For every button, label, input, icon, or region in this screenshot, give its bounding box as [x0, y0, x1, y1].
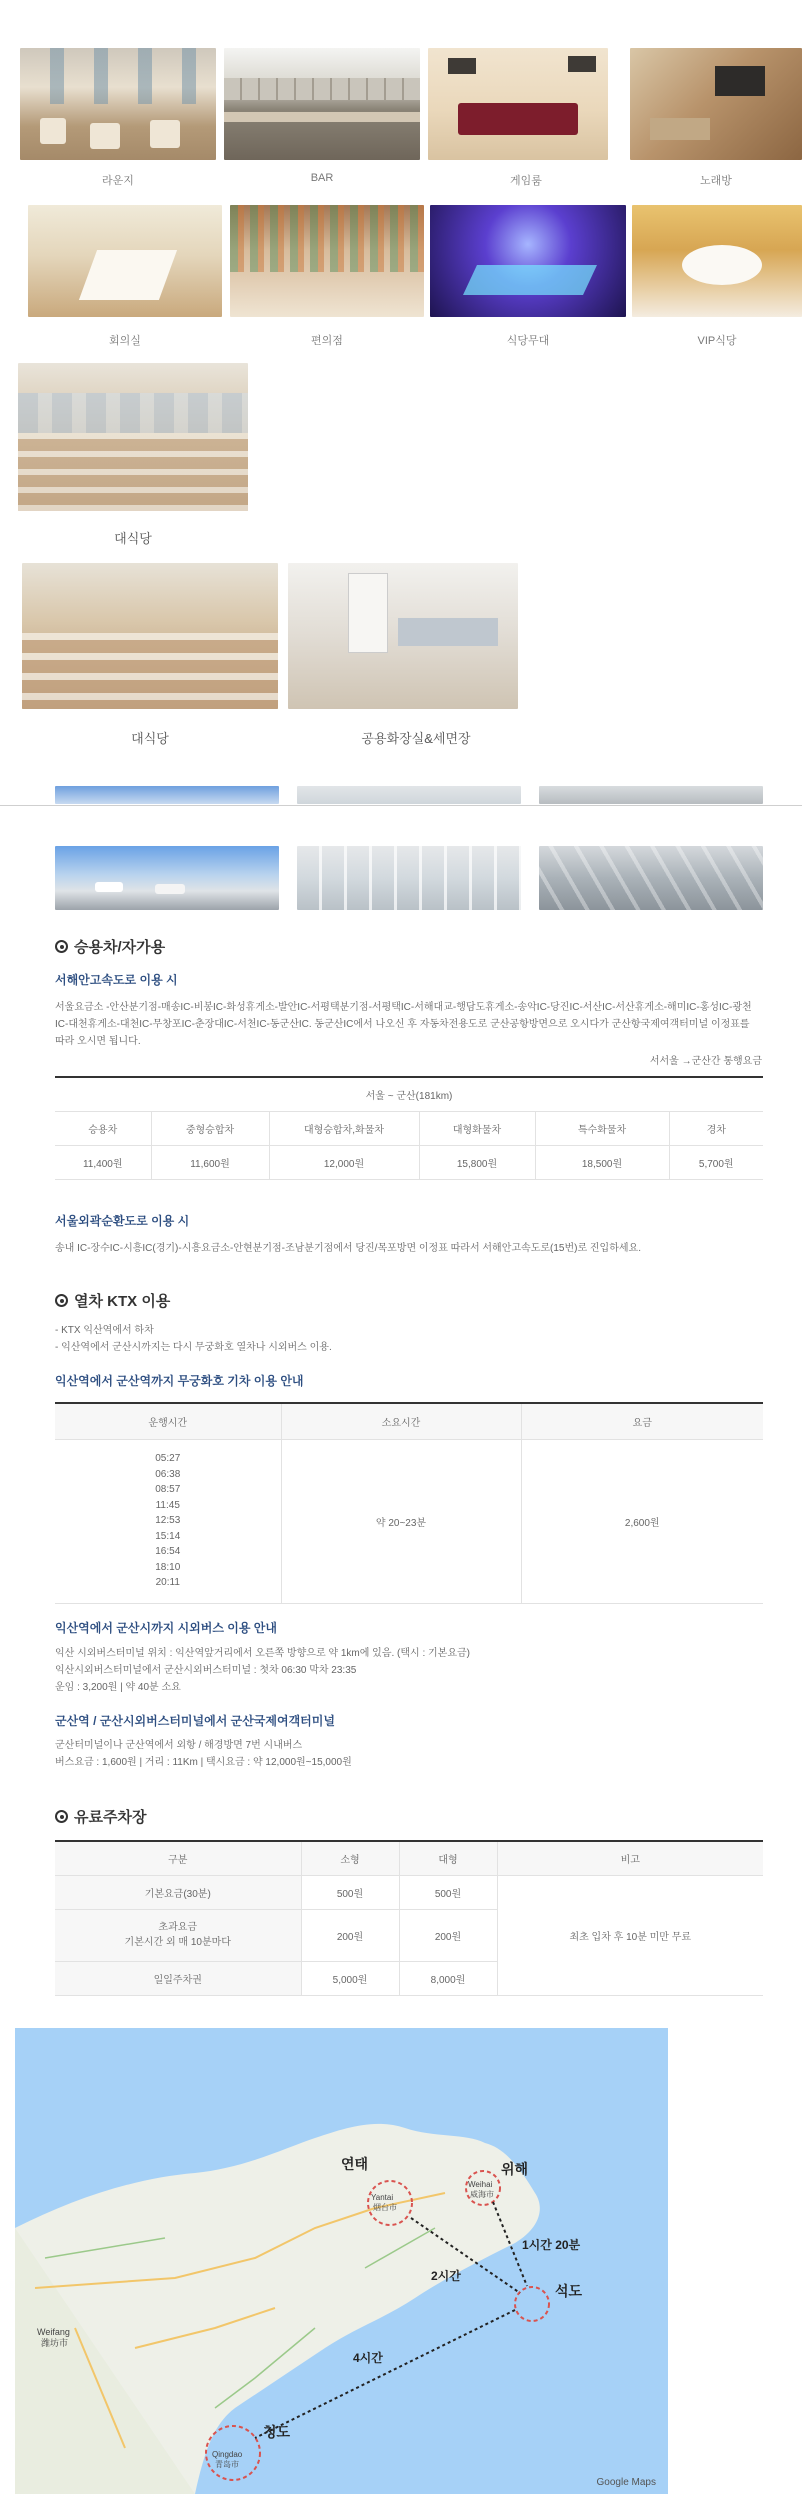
car-section-title: 승용차/자가용: [55, 936, 165, 957]
toll-header-midsize-van: 중형승합차: [151, 1111, 269, 1145]
map-time-qingdao-shidao: 4시간: [353, 2351, 383, 2365]
parking-row-daily-label: 일일주차권: [55, 1961, 301, 1995]
map-yantai-cn: 烟台市: [373, 2203, 397, 2212]
circle-bullet-icon: [55, 940, 68, 953]
parking-row-daily-large: 8,000원: [399, 1961, 497, 1995]
parking-row-extra-large: 200원: [399, 1909, 497, 1961]
photo-strip-partial-3: [539, 786, 763, 804]
toll-value-compact: 5,700원: [669, 1145, 763, 1179]
parking-row-extra-label: 초과요금 기본시간 외 매 10분마다: [55, 1909, 301, 1961]
map-qingdao-en: Qingdao: [212, 2450, 243, 2459]
ktx-line1: - KTX 익산역에서 하차: [55, 1325, 154, 1336]
caption-karaoke: 노래방: [700, 175, 732, 187]
map-land-svg: [15, 2028, 668, 2494]
terminal-line1: 군산터미널이나 군산역에서 외항 / 해경방면 7번 시내버스: [55, 1740, 303, 1751]
circle-bullet-icon: [55, 1810, 68, 1823]
parking-header-small: 소형: [301, 1841, 399, 1875]
photo-vip-dining: [632, 205, 802, 317]
terminal-line2: 버스요금 : 1,600원 | 거리 : 11Km | 택시요금 : 약 12,000원~15,000원: [55, 1757, 352, 1768]
train-table: [55, 1402, 763, 1604]
route-text-line2: IC-대천휴게소-대천IC-무창포IC-춘장대IC-서천IC-동군산IC. 동군산IC에서 나오신 후 자동차전용도로 군산공항방면으로 오시다가 군산항국제여객터미널 이정표를: [55, 1019, 750, 1030]
toll-header-special-truck: 특수화물차: [535, 1111, 669, 1145]
caption-game-room: 게임룸: [510, 175, 542, 187]
section-divider: [0, 805, 802, 806]
toll-value-midsize-van: 11,600원: [151, 1145, 269, 1179]
map-qingdao-cn: 青岛市: [215, 2460, 239, 2469]
photo-terminal-interior: [297, 846, 521, 910]
photo-terminal-walkway: [539, 846, 763, 910]
photo-game-room: [428, 48, 608, 160]
train-header-duration: 소요시간: [281, 1403, 521, 1439]
west-coast-expressway-heading: 서해안고속도로 이용 시: [55, 973, 178, 987]
train-fare: 2,600원: [521, 1439, 763, 1603]
toll-header-car: 승용차: [55, 1111, 151, 1145]
circle-bullet-icon: [55, 1294, 68, 1307]
map-label-weihai: 위해: [501, 2161, 529, 2177]
caption-main-dining-2: 대식당: [131, 731, 169, 746]
toll-value-special-truck: 18,500원: [535, 1145, 669, 1179]
map-time-yantai-shidao: 2시간: [431, 2269, 461, 2283]
photo-karaoke: [630, 48, 802, 160]
train-header-time: 운행시간: [55, 1403, 281, 1439]
parking-header-type: 구분: [55, 1841, 301, 1875]
parking-row-daily-small: 5,000원: [301, 1961, 399, 1995]
caption-main-dining-1: 대식당: [114, 531, 152, 546]
ktx-line2: - 익산역에서 군산시까지는 다시 무궁화호 열차나 시외버스 이용.: [55, 1342, 332, 1353]
photo-meeting-room: [28, 205, 222, 317]
map-weihai-en: Weihai: [468, 2180, 493, 2189]
bus-line1: 익산 시외버스터미널 위치 : 익산역앞거리에서 오른쪽 방향으로 약 1km에 있음. (택시 : 기본요금): [55, 1648, 470, 1659]
map-yantai-en: Yantai: [371, 2193, 394, 2202]
photo-terminal-exterior: [55, 846, 279, 910]
caption-meeting-room: 회의실: [109, 335, 141, 347]
parking-table: [55, 1840, 763, 1996]
map-label-shidao: 석도: [555, 2283, 583, 2299]
parking-row-basic-large: 500원: [399, 1875, 497, 1909]
parking-header-large: 대형: [399, 1841, 497, 1875]
map-weihai-cn: 威海市: [470, 2190, 494, 2199]
caption-convenience-store: 편의점: [311, 335, 343, 347]
route-text-line3: 따라 오시면 됩니다.: [55, 1036, 141, 1047]
parking-header-note: 비고: [497, 1841, 763, 1875]
photo-lounge: [20, 48, 216, 160]
map-label-yantai: 연태: [341, 2156, 369, 2172]
map-weifang-en: Weifang: [37, 2327, 70, 2337]
ktx-section-title: 열차 KTX 이용: [55, 1290, 170, 1311]
toll-value-car: 11,400원: [55, 1145, 151, 1179]
parking-row-basic-label: 기본요금(30분): [55, 1875, 301, 1909]
route-map: [15, 2028, 668, 2494]
train-duration: 약 20~23분: [281, 1439, 521, 1603]
parking-row-basic-small: 500원: [301, 1875, 399, 1909]
photo-convenience-store: [230, 205, 424, 317]
parking-row-extra-small: 200원: [301, 1909, 399, 1961]
map-credit: Google Maps: [596, 2477, 656, 2488]
train-header-fare: 요금: [521, 1403, 763, 1439]
bus-line3: 운임 : 3,200원 | 약 40분 소요: [55, 1682, 181, 1693]
parking-section-title: 유료주차장: [55, 1806, 146, 1827]
toll-header-large-van: 대형승합차,화물차: [269, 1111, 419, 1145]
train-info-heading: 익산역에서 군산역까지 무궁화호 기차 이용 안내: [55, 1374, 304, 1388]
photo-main-dining-2: [22, 563, 278, 709]
bus-info-heading: 익산역에서 군산시까지 시외버스 이용 안내: [55, 1621, 277, 1635]
photo-strip-partial-2: [297, 786, 521, 804]
caption-lounge: 라운지: [102, 175, 134, 187]
toll-group-header: 서울 ~ 군산(181km): [55, 1077, 763, 1111]
terminal-info-heading: 군산역 / 군산시외버스터미널에서 군산국제여객터미널: [55, 1714, 335, 1728]
ring-road-heading: 서울외곽순환도로 이용 시: [55, 1214, 190, 1228]
map-weifang-cn: 潍坊市: [41, 2338, 69, 2348]
bus-line2: 익산시외버스터미널에서 군산시외버스터미널 : 첫차 06:30 막차 23:35: [55, 1665, 357, 1676]
parking-note: 최초 입차 후 10분 미만 무료: [497, 1875, 763, 1995]
photo-stage: [430, 205, 626, 317]
caption-stage: 식당무대: [506, 335, 550, 347]
toll-header-large-truck: 대형화물차: [419, 1111, 535, 1145]
photo-main-dining-1: [18, 363, 248, 511]
photo-bar: [224, 48, 420, 160]
map-time-weihai-shidao: 1시간 20분: [522, 2238, 581, 2252]
toll-value-large-truck: 15,800원: [419, 1145, 535, 1179]
photo-restroom: [288, 563, 518, 709]
train-times: 05:27 06:38 08:57 11:45 12:53 15:14 16:54 18:10 20:11: [55, 1439, 281, 1603]
caption-restroom: 공용화장실&세면장: [361, 731, 471, 746]
map-label-qingdao: 청도: [263, 2424, 291, 2440]
toll-note: 서서울 →군산간 통행요금: [649, 1056, 762, 1067]
toll-table: [55, 1076, 763, 1180]
toll-value-large-van: 12,000원: [269, 1145, 419, 1179]
toll-header-compact: 경차: [669, 1111, 763, 1145]
caption-vip-dining: VIP식당: [697, 335, 737, 347]
photo-strip-partial-1: [55, 786, 279, 804]
ring-road-text: 송내 IC-장수IC-시흥IC(경기)-시흥요금소-안현분기점-조남분기점에서 당진/목포방면 이정표 따라서 서해안고속도로(15번)로 진입하세요.: [55, 1243, 641, 1254]
route-text-line1: 서울요금소 -안산분기점-매송IC-비봉IC-화성휴게소-발안IC-서평택분기점-서평택IC-서해대교-행담도휴게소-송악IC-당진IC-서산IC-서산휴게소-해미IC-홍성IC-광천: [55, 1002, 752, 1013]
caption-bar: BAR: [310, 172, 334, 184]
